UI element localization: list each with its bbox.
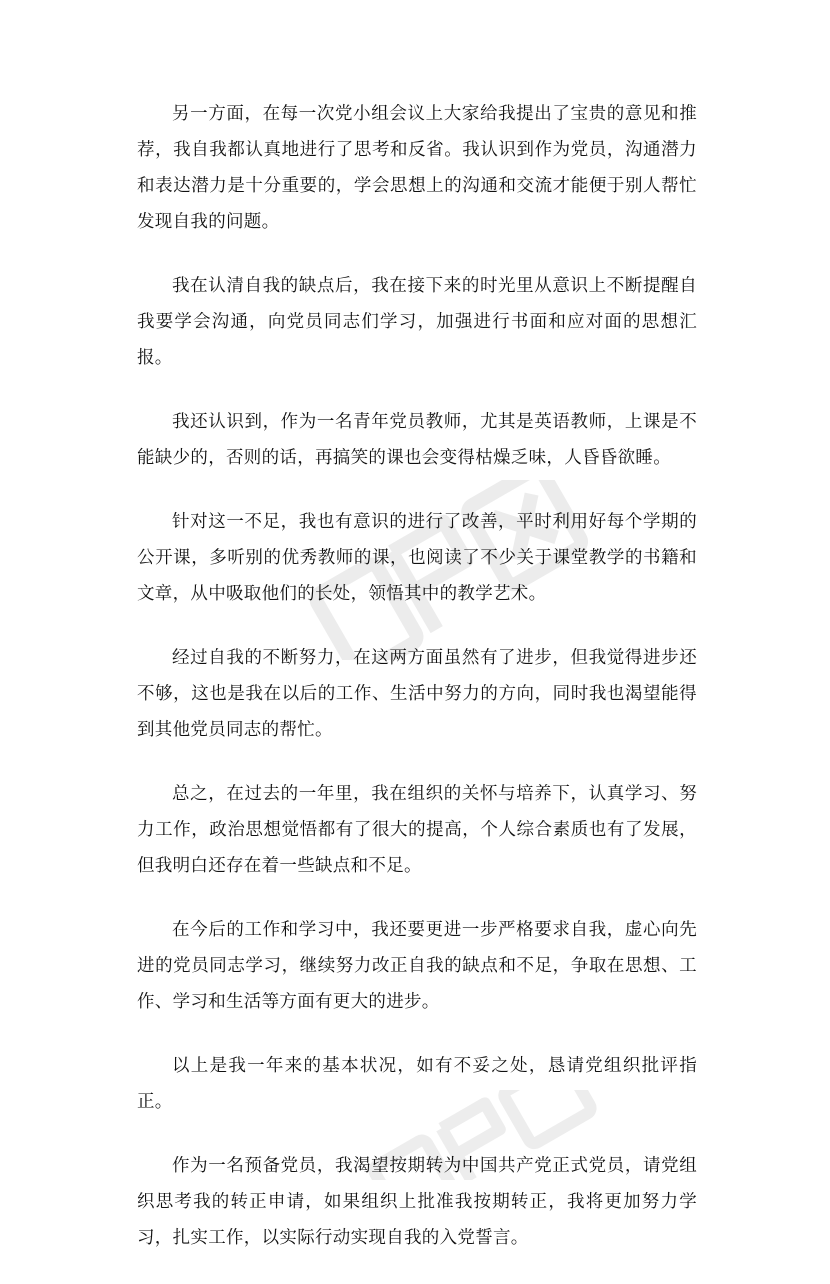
document-body	[137, 96, 697, 1284]
paragraph: 以上是我一年来的基本状况，如有不妥之处，恳请党组织批评指正。	[137, 1056, 697, 1112]
paragraph: 我在认清自我的缺点后，我在接下来的时光里从意识上不断提醒自我要学会沟通，向党员同志们学习，加强进行书面和应对面的思想汇报。	[137, 276, 697, 368]
paragraph: 另一方面，在每一次党小组会议上大家给我提出了宝贵的意见和推荐，我自我都认真地进行了思考和反省。我认识到作为党员，沟通潜力和表达潜力是十分重要的，学会思想上的沟通和交流才能便于别人帮忙发现自我的问题。	[137, 104, 697, 232]
paragraph: 在今后的工作和学习中，我还要更进一步严格要求自我，虚心向先进的党员同志学习，继续努力改正自我的缺点和不足，争取在思想、工作、学习和生活等方面有更大的进步。	[137, 920, 697, 1012]
paragraph: 针对这一不足，我也有意识的进行了改善，平时利用好每个学期的公开课，多听别的优秀教师的课，也阅读了不少关于课堂教学的书籍和文章，从中吸取他们的长处，领悟其中的教学艺术。	[137, 512, 697, 604]
paragraph: 经过自我的不断努力，在这两方面虽然有了进步，但我觉得进步还不够，这也是我在以后的工作、生活中努力的方向，同时我也渴望能得到其他党员同志的帮忙。	[137, 648, 697, 740]
paragraph: 总之，在过去的一年里，我在组织的关怀与培养下，认真学习、努力工作，政治思想觉悟都有了很大的提高，个人综合素质也有了发展，但我明白还存在着一些缺点和不足。	[137, 784, 697, 876]
paragraph: 我还认识到，作为一名青年党员教师，尤其是英语教师，上课是不能缺少的，否则的话，再搞笑的课也会变得枯燥乏味，人昏昏欲睡。	[137, 412, 697, 468]
paragraph: 作为一名预备党员，我渴望按期转为中国共产党正式党员，请党组织思考我的转正申请，如果组织上批准我按期转正，我将更加努力学习，扎实工作，以实际行动实现自我的入党誓言。	[137, 1156, 697, 1248]
